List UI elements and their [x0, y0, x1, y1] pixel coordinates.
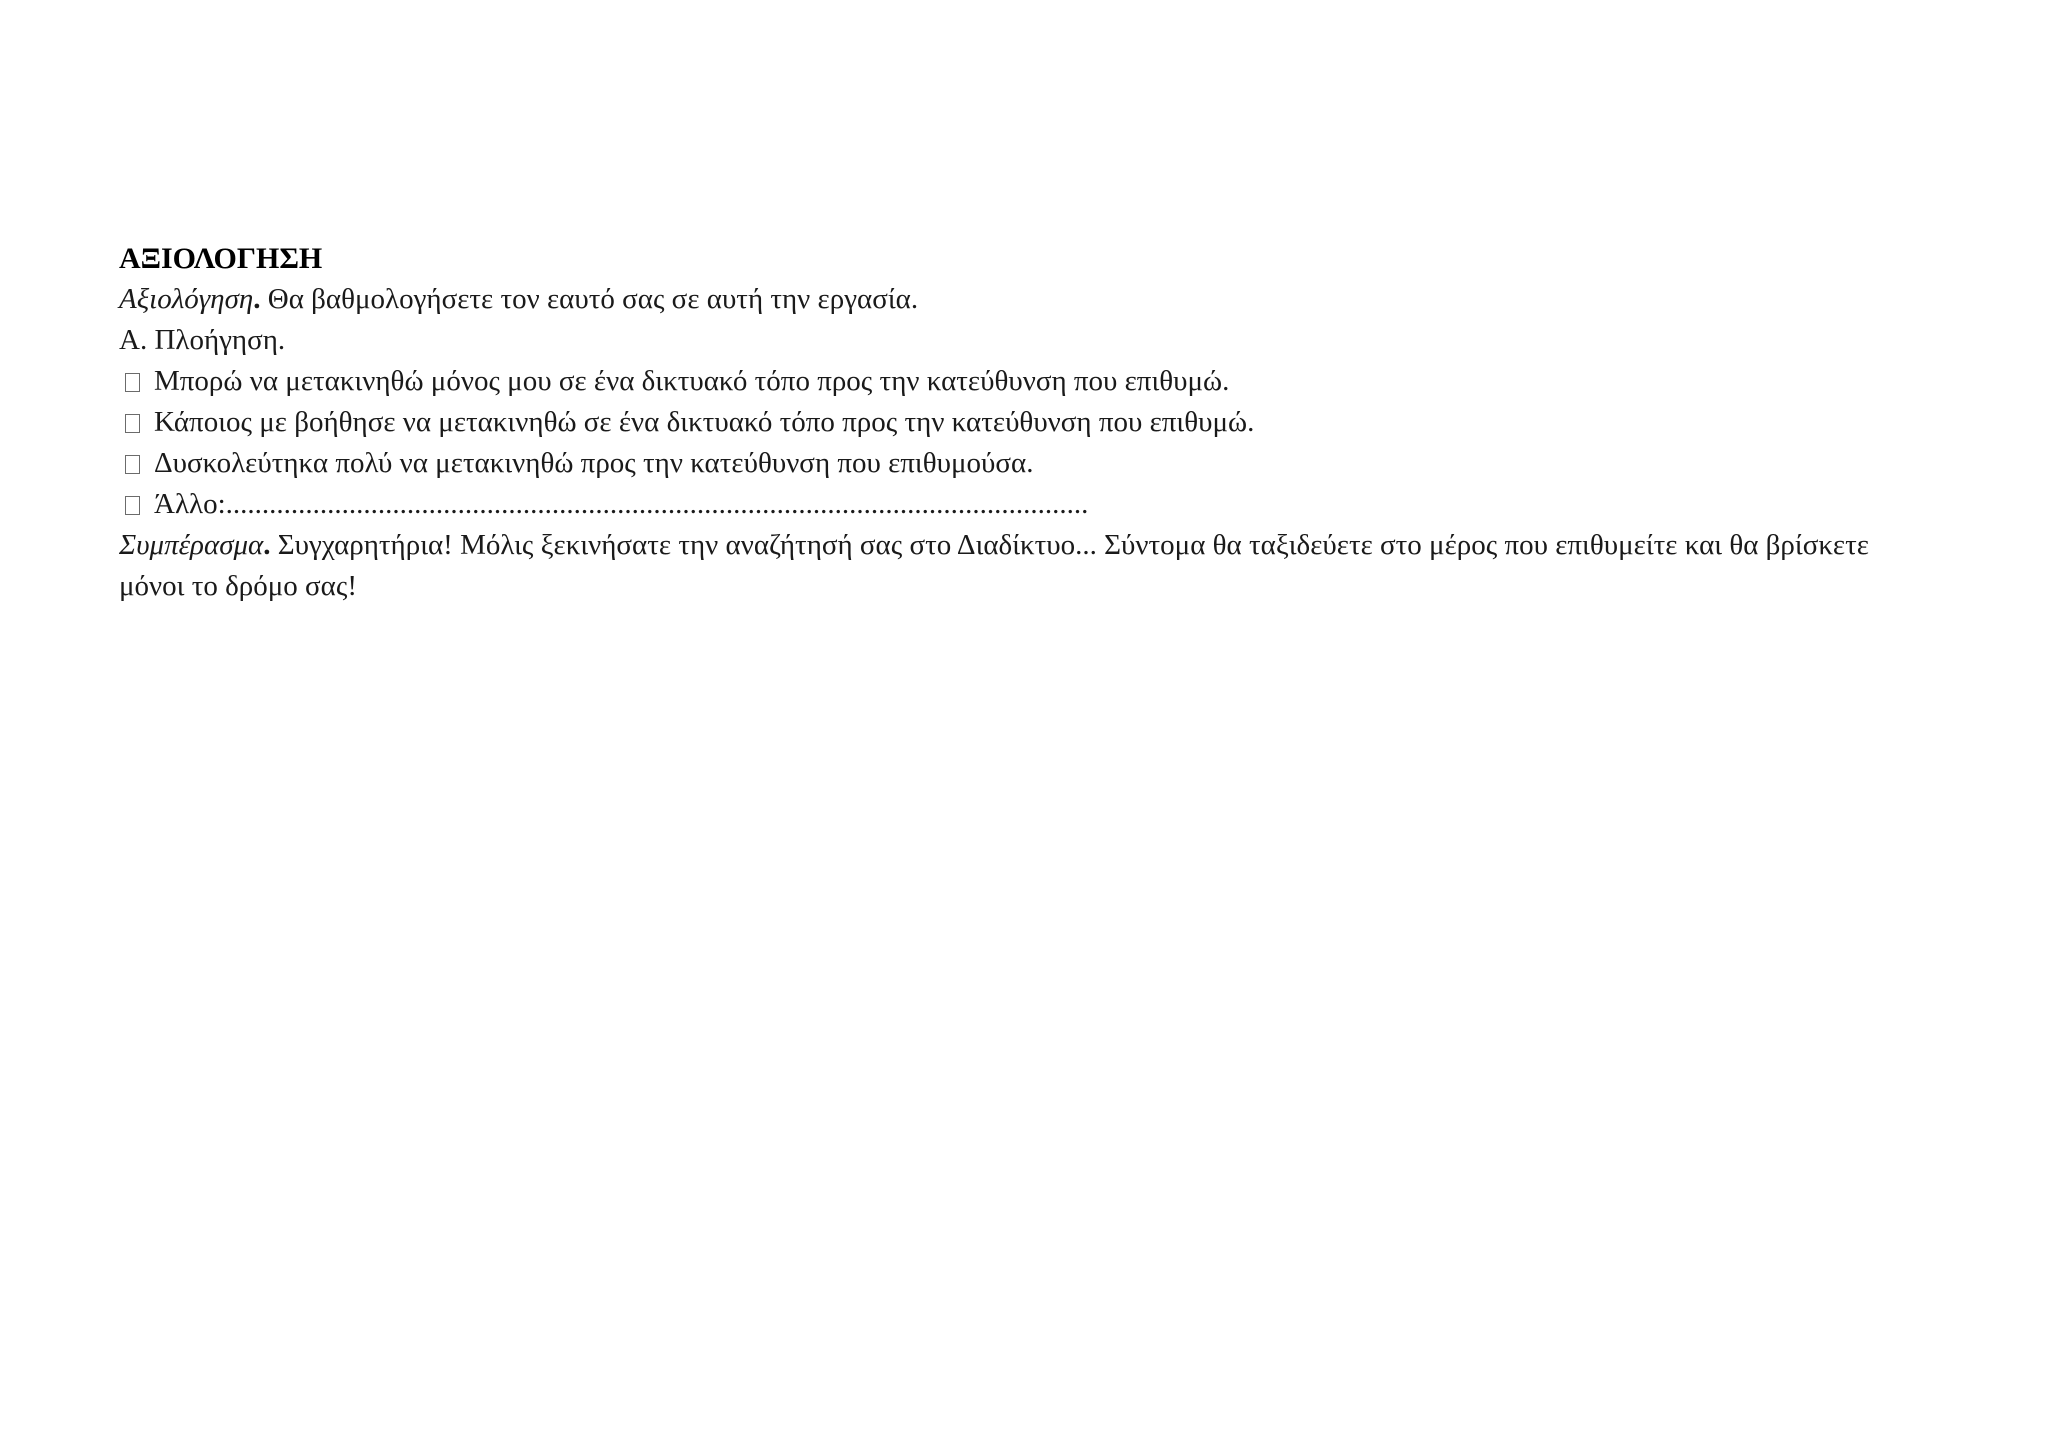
section-title: Α. Πλοήγηση. [119, 324, 286, 356]
option-label: Κάποιος με βοήθησε να μετακινηθώ σε ένα δικτυακό τόπο προς την κατεύθυνση που επιθυμώ. [154, 406, 1255, 438]
option-label: Άλλο:....................................................................................................................... [154, 488, 1089, 520]
option-item[interactable] [119, 402, 1919, 443]
evaluation-dot: . [253, 283, 261, 315]
checkbox-icon[interactable] [125, 496, 140, 515]
checkbox-icon[interactable] [125, 373, 140, 392]
conclusion-dot: . [263, 529, 271, 561]
option-item[interactable] [119, 361, 1919, 402]
checkbox-icon[interactable] [125, 455, 140, 474]
conclusion-lead: Συμπέρασμα [119, 529, 264, 561]
checkbox-icon[interactable] [125, 414, 140, 433]
option-item[interactable] [119, 484, 1919, 525]
conclusion-text: Συγχαρητήρια! Μόλις ξεκινήσατε την αναζήτησή σας στο Διαδίκτυο... Σύντομα θα ταξιδεύετε στο μέρος που επιθυμείτε και θα βρίσκετε μόνοι το δρόμο σας! [119, 529, 1869, 602]
option-item[interactable] [119, 443, 1919, 484]
conclusion-paragraph [119, 525, 1919, 607]
option-label: Μπορώ να μετακινηθώ μόνος μου σε ένα δικτυακό τόπο προς την κατεύθυνση που επιθυμώ. [154, 365, 1230, 397]
option-label: Δυσκολεύτηκα πολύ να μετακινηθώ προς την κατεύθυνση που επιθυμούσα. [154, 447, 1034, 479]
evaluation-line [119, 279, 1919, 320]
evaluation-lead: Αξιολόγηση [119, 283, 254, 315]
document-heading: ΑΞΙΟΛΟΓΗΣΗ [119, 242, 323, 275]
document-body [119, 238, 1919, 607]
evaluation-text: Θα βαθμολογήσετε τον εαυτό σας σε αυτή την εργασία. [260, 283, 919, 315]
